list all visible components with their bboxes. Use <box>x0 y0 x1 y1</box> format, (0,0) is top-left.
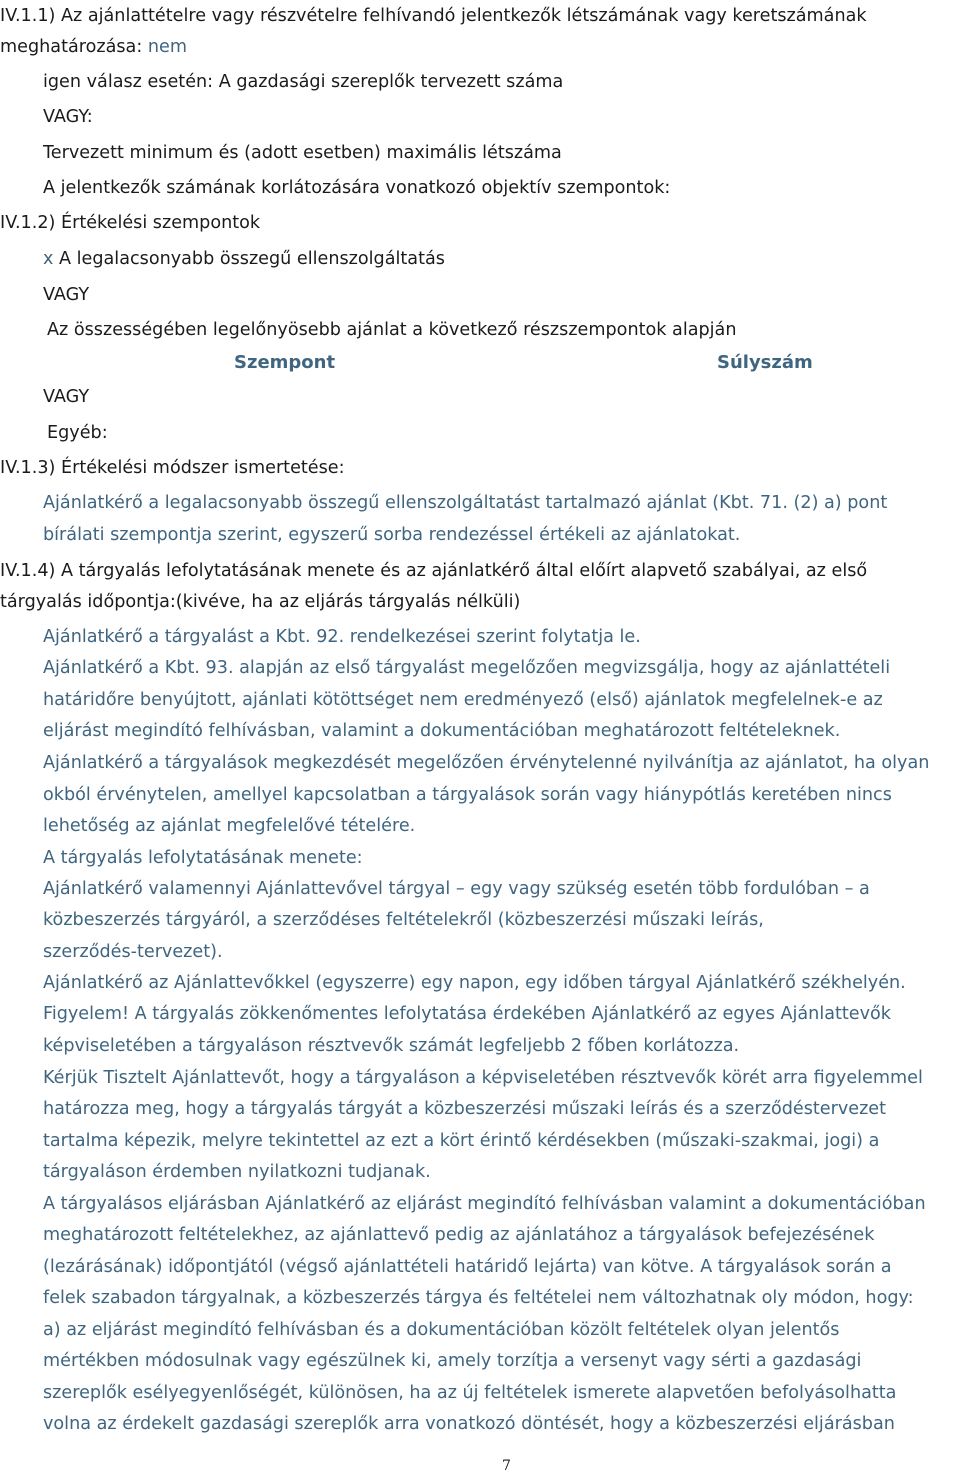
text: szerződés-tervezet). <box>43 942 223 962</box>
text-line <box>43 1224 874 1246</box>
checkbox-mark: x <box>43 249 54 269</box>
text-line <box>43 106 93 128</box>
text: Ajánlatkérő a Kbt. 93. alapján az első tárgyalást megelőzően megvizsgálja, hogy az ajánlattételi <box>43 658 891 678</box>
text: Ajánlatkérő valamennyi Ajánlattevővel tárgyal – egy vagy szükség esetén több fordulóban – a <box>43 879 870 899</box>
text-line <box>43 1130 879 1152</box>
weight-column-header: Súlyszám <box>717 352 813 373</box>
section-iv-1-2-heading <box>0 212 260 234</box>
text: okból érvénytelen, amellyel kapcsolatban a tárgyalások során vagy hiánypótlás keretében nincs <box>43 785 892 805</box>
text: lehetőség az ajánlat megfelelővé tételére. <box>43 816 416 836</box>
page-number: 7 <box>502 1458 511 1474</box>
text: a) az eljárást megindító felhívásban és a dokumentációban közölt feltételek olyan jelentős <box>43 1320 840 1340</box>
section-iv-1-3-heading <box>0 457 345 479</box>
text: bírálati szempontja szerint, egyszerű sorba rendezéssel értékeli az ajánlatokat. <box>43 525 741 545</box>
text: tartalma képezik, melyre tekintettel az ezt a kört érintő kérdésekben (műszaki-szakmai, jogi) a <box>43 1131 880 1151</box>
text-line <box>43 1382 896 1404</box>
text: Ajánlatkérő a tárgyalást a Kbt. 92. rendelkezései szerint folytatja le. <box>43 627 641 647</box>
text-line <box>43 784 892 806</box>
text-line <box>43 1035 739 1057</box>
text: felek szabadon tárgyalnak, a közbeszerzés tárgya és feltételei nem változhatnak oly módon, hogy: <box>43 1288 914 1308</box>
text: Kérjük Tisztelt Ajánlattevőt, hogy a tárgyaláson a képviseletében résztvevők körét arra figyelemmel <box>43 1068 923 1088</box>
text: VAGY <box>43 387 90 407</box>
text: Figyelem! A tárgyalás zökkenőmentes lefolytatása érdekében Ajánlatkérő az egyes Ajánlattevők <box>43 1004 891 1024</box>
section-iv-1-4-heading <box>0 560 867 582</box>
text: volna az érdekelt gazdasági szereplők arra vonatkozó döntését, hogy a közbeszerzési eljárásban <box>43 1414 895 1434</box>
text: Tervezett minimum és (adott esetben) maximális létszáma <box>43 143 562 163</box>
text: Egyéb: <box>47 423 108 443</box>
section-iv-1-1-heading <box>0 5 867 27</box>
text-line <box>43 177 670 199</box>
text: A tárgyalás lefolytatásának menete: <box>43 848 363 868</box>
text-line <box>43 1319 839 1341</box>
text: Ajánlatkérő az Ajánlattevőkkel (egyszerre) egy napon, egy időben tárgyal Ajánlatkérő székhelyén. <box>43 973 906 993</box>
text-line <box>43 752 929 774</box>
text: meghatározása: <box>0 37 148 57</box>
text-line <box>43 1161 431 1183</box>
text-line <box>43 386 89 408</box>
text: Ajánlatkérő a legalacsonyabb összegű ellenszolgáltatást tartalmazó ajánlat (Kbt. 71. (2) a) pont <box>43 493 888 513</box>
text: IV.1.1) Az ajánlattételre vagy részvételre felhívandó jelentkezők létszámának vagy keretszámának <box>0 6 867 26</box>
text-line <box>43 689 883 711</box>
text: képviseletében a tárgyaláson résztvevők számát legfeljebb 2 főben korlátozza. <box>43 1036 740 1056</box>
text: A legalacsonyabb összegű ellenszolgáltatás <box>53 249 445 269</box>
text-line <box>47 422 108 444</box>
text-line <box>43 815 415 837</box>
text: közbeszerzés tárgyáról, a szerződéses feltételekről (közbeszerzési műszaki leírás, <box>43 910 764 930</box>
text: VAGY <box>43 285 90 305</box>
text-line <box>43 909 764 931</box>
text: Ajánlatkérő a tárgyalások megkezdését megelőzően érvénytelenné nyilvánítja az ajánlatot, ha olyan <box>43 753 930 773</box>
text-line <box>43 1256 892 1278</box>
text-line <box>47 319 736 341</box>
text: mértékben módosulnak vagy egészülnek ki, amely torzítja a versenyt vagy sérti a gazdasági <box>43 1351 862 1371</box>
text: tárgyaláson érdemben nyilatkozni tudjanak. <box>43 1162 431 1182</box>
text-line <box>43 142 562 164</box>
text-line <box>43 941 223 963</box>
text: határidőre benyújtott, ajánlati kötöttséget nem eredményező (első) ajánlatok megfelelnek-e az <box>43 690 883 710</box>
text-line <box>43 657 890 679</box>
text-line <box>43 847 363 869</box>
text: tárgyalás időpontja:(kivéve, ha az eljárás tárgyalás nélküli) <box>0 592 521 612</box>
text-line <box>43 284 89 306</box>
text: IV.1.2) Értékelési szempontok <box>0 213 261 233</box>
text: (lezárásának) időpontjától (végső ajánlattételi határidő lejárta) van kötve. A tárgyalások során a <box>43 1257 892 1277</box>
text-line <box>0 36 187 58</box>
text: IV.1.3) Értékelési módszer ismertetése: <box>0 458 345 478</box>
text: szereplők esélyegyenlőségét, különösen, ha az új feltételek ismerete alapvetően befolyásolhatta <box>43 1383 897 1403</box>
text: A jelentkezők számának korlátozására vonatkozó objektív szempontok: <box>43 178 671 198</box>
text-line <box>43 1003 891 1025</box>
text: határozza meg, hogy a tárgyalás tárgyát a közbeszerzési műszaki leírás és a szerződéstervezet <box>43 1099 887 1119</box>
text-line <box>43 878 870 900</box>
text-line <box>43 1067 923 1089</box>
text: VAGY: <box>43 107 93 127</box>
text-line <box>43 626 641 648</box>
text-line <box>43 1287 914 1309</box>
text: meghatározott feltételekhez, az ajánlattevő pedig az ajánlatához a tárgyalások befejezésének <box>43 1225 875 1245</box>
text: Az összességében legelőnyösebb ajánlat a következő részszempontok alapján <box>47 320 737 340</box>
text-line <box>43 1413 895 1435</box>
text-line <box>43 1193 926 1215</box>
text: IV.1.4) A tárgyalás lefolytatásának menete és az ajánlatkérő által előírt alapvető szabályai, az első <box>0 561 868 581</box>
text-line <box>43 1098 886 1120</box>
criteria-column-header: Szempont <box>234 352 336 373</box>
text: igen válasz esetén: A gazdasági szereplők tervezett száma <box>43 72 564 92</box>
text-line <box>43 71 563 93</box>
text: A tárgyalásos eljárásban Ajánlatkérő az eljárást megindító felhívásban valamint a dokumentációban <box>43 1194 926 1214</box>
text-line <box>43 972 906 994</box>
text-line <box>43 720 840 742</box>
text-line <box>43 524 740 546</box>
text-line <box>43 1350 861 1372</box>
text-line <box>0 591 520 613</box>
text-line <box>43 492 887 514</box>
text: eljárást megindító felhívásban, valamint a dokumentációban meghatározott feltételeknek. <box>43 721 841 741</box>
answer-value: nem <box>147 37 187 57</box>
text-line <box>43 248 445 270</box>
